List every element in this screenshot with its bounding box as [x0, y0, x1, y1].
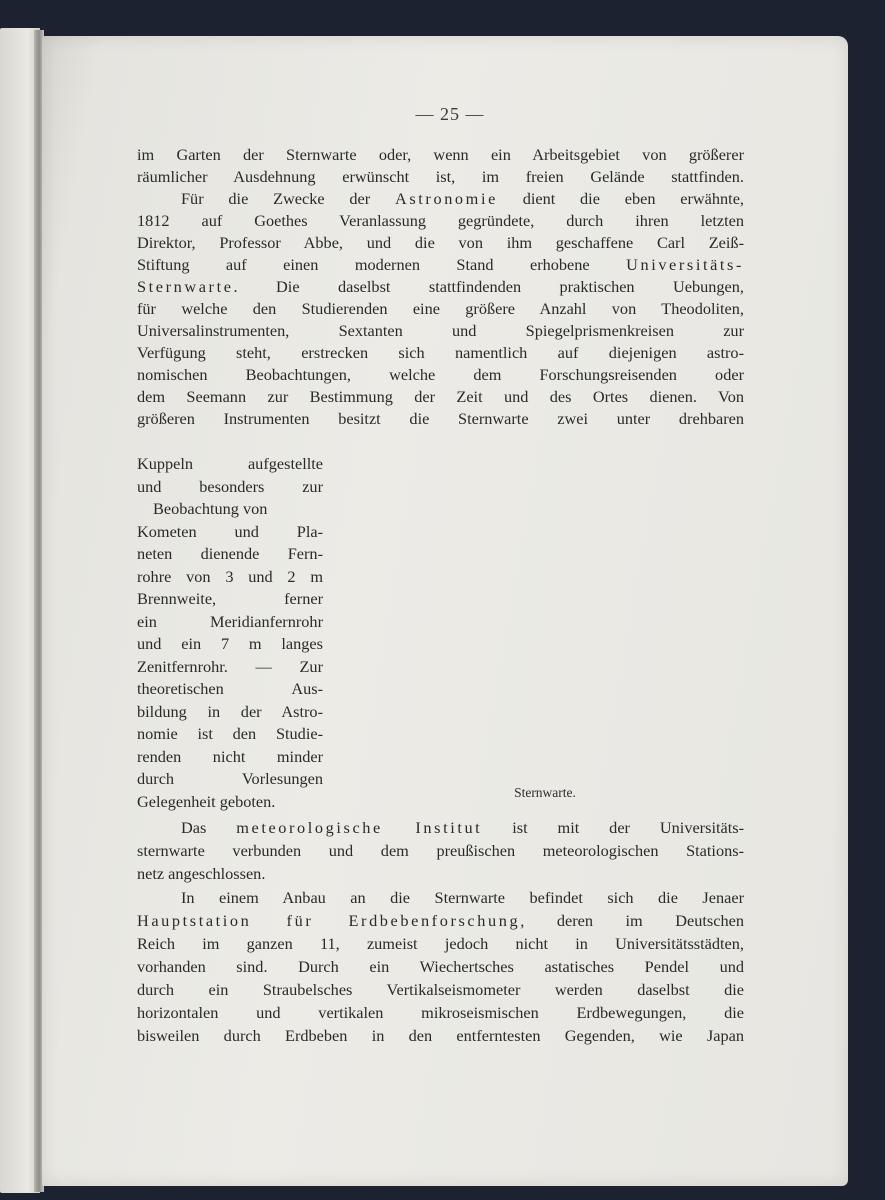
text-line: Universalinstrumenten, Sextanten und Spiegelprismenkreisen zur	[137, 321, 744, 340]
text-line: nomie ist den Studie-	[137, 724, 323, 743]
page-number: — 25 —	[415, 104, 485, 124]
text-line: 1812 auf Goethes Veranlassung gegründete, durch ihren letzten	[137, 211, 744, 230]
text-line: für welche den Studierenden eine größere Anzahl von Theodoliten,	[137, 299, 744, 318]
text-line: Für die Zwecke der Astronomie dient die eben erwähnte,	[181, 189, 744, 208]
text-line: bildung in der Astro-	[137, 701, 323, 721]
text-line: vorhanden sind. Durch ein Wiechertsches astatisches Pendel und	[137, 957, 744, 976]
text-line: rohre von 3 und 2 m	[137, 566, 323, 586]
spaced-term: meteorologische Institut	[236, 818, 483, 837]
text-line: horizontalen und vertikalen mikroseismischen Erdbewegungen, die	[137, 1003, 744, 1022]
text-line: neten dienende Fern-	[137, 544, 323, 563]
text-line: räumlicher Ausdehnung erwünscht ist, im freien Gelände stattfinden.	[137, 167, 744, 186]
text-line: Beobachtung von	[153, 499, 268, 518]
text-line: und besonders zur	[137, 476, 323, 496]
spaced-term: Hauptstation für Erdbebenforschung	[137, 911, 521, 930]
text-line: theoretischen Aus-	[137, 679, 323, 698]
text-line: Reich im ganzen 11, zumeist jedoch nicht in Universitätsstädten,	[137, 934, 744, 953]
text-line: Kuppeln aufgestellte	[137, 454, 323, 473]
text-line: Gelegenheit geboten.	[137, 791, 276, 811]
text-line: durch ein Straubelsches Vertikalseismometer werden daselbst die	[137, 980, 744, 999]
text-line: sternwarte verbunden und dem preußischen meteorologischen Stations-	[137, 841, 744, 860]
text-line: Direktor, Professor Abbe, und die von ihm geschaffene Carl Zeiß-	[137, 233, 744, 252]
text-line: Stiftung auf einen modernen Stand erhobene Universitäts-	[137, 255, 744, 274]
text-line: im Garten der Sternwarte oder, wenn ein Arbeitsgebiet von größerer	[137, 145, 744, 164]
text-line: bisweilen durch Erdbeben in den entferntesten Gegenden, wie Japan	[137, 1026, 744, 1045]
observatory-photo	[355, 480, 725, 752]
text-line: ein Meridianfernrohr	[137, 611, 323, 631]
text-line: Das meteorologische Institut ist mit der Universitäts-	[181, 818, 744, 837]
text-line: und ein 7 m langes	[137, 634, 323, 653]
text-line: größeren Instrumenten besitzt die Sternwarte zwei unter drehbaren	[137, 409, 744, 428]
text-line: netz angeschlossen.	[137, 864, 266, 883]
spaced-term: Sternwarte	[137, 277, 234, 296]
text-line: Sternwarte. Die daselbst stattfindenden praktischen Uebungen,	[137, 277, 744, 296]
text-line: renden nicht minder	[137, 746, 323, 766]
text-line: nomischen Beobachtungen, welche dem Forschungsreisenden oder	[137, 365, 744, 384]
spaced-term: Astronomie	[395, 189, 498, 208]
text-line: Zenitfernrohr. — Zur	[137, 656, 323, 676]
text-line: In einem Anbau an die Sternwarte befindet sich die Jenaer	[181, 888, 744, 907]
text-line: Hauptstation für Erdbebenforschung, deren im Deutschen	[137, 911, 744, 930]
spaced-term: Universitäts-	[626, 255, 744, 274]
text-line: durch Vorlesungen	[137, 769, 323, 788]
text-line: Brennweite, ferner	[137, 589, 323, 608]
figure-caption: Sternwarte.	[514, 785, 576, 800]
text-line: dem Seemann zur Bestimmung der Zeit und des Ortes dienen. Von	[137, 387, 744, 406]
text-line: Kometen und Pla-	[137, 521, 323, 541]
text-line: Verfügung steht, erstrecken sich namentlich auf diejenigen astro-	[137, 343, 744, 362]
